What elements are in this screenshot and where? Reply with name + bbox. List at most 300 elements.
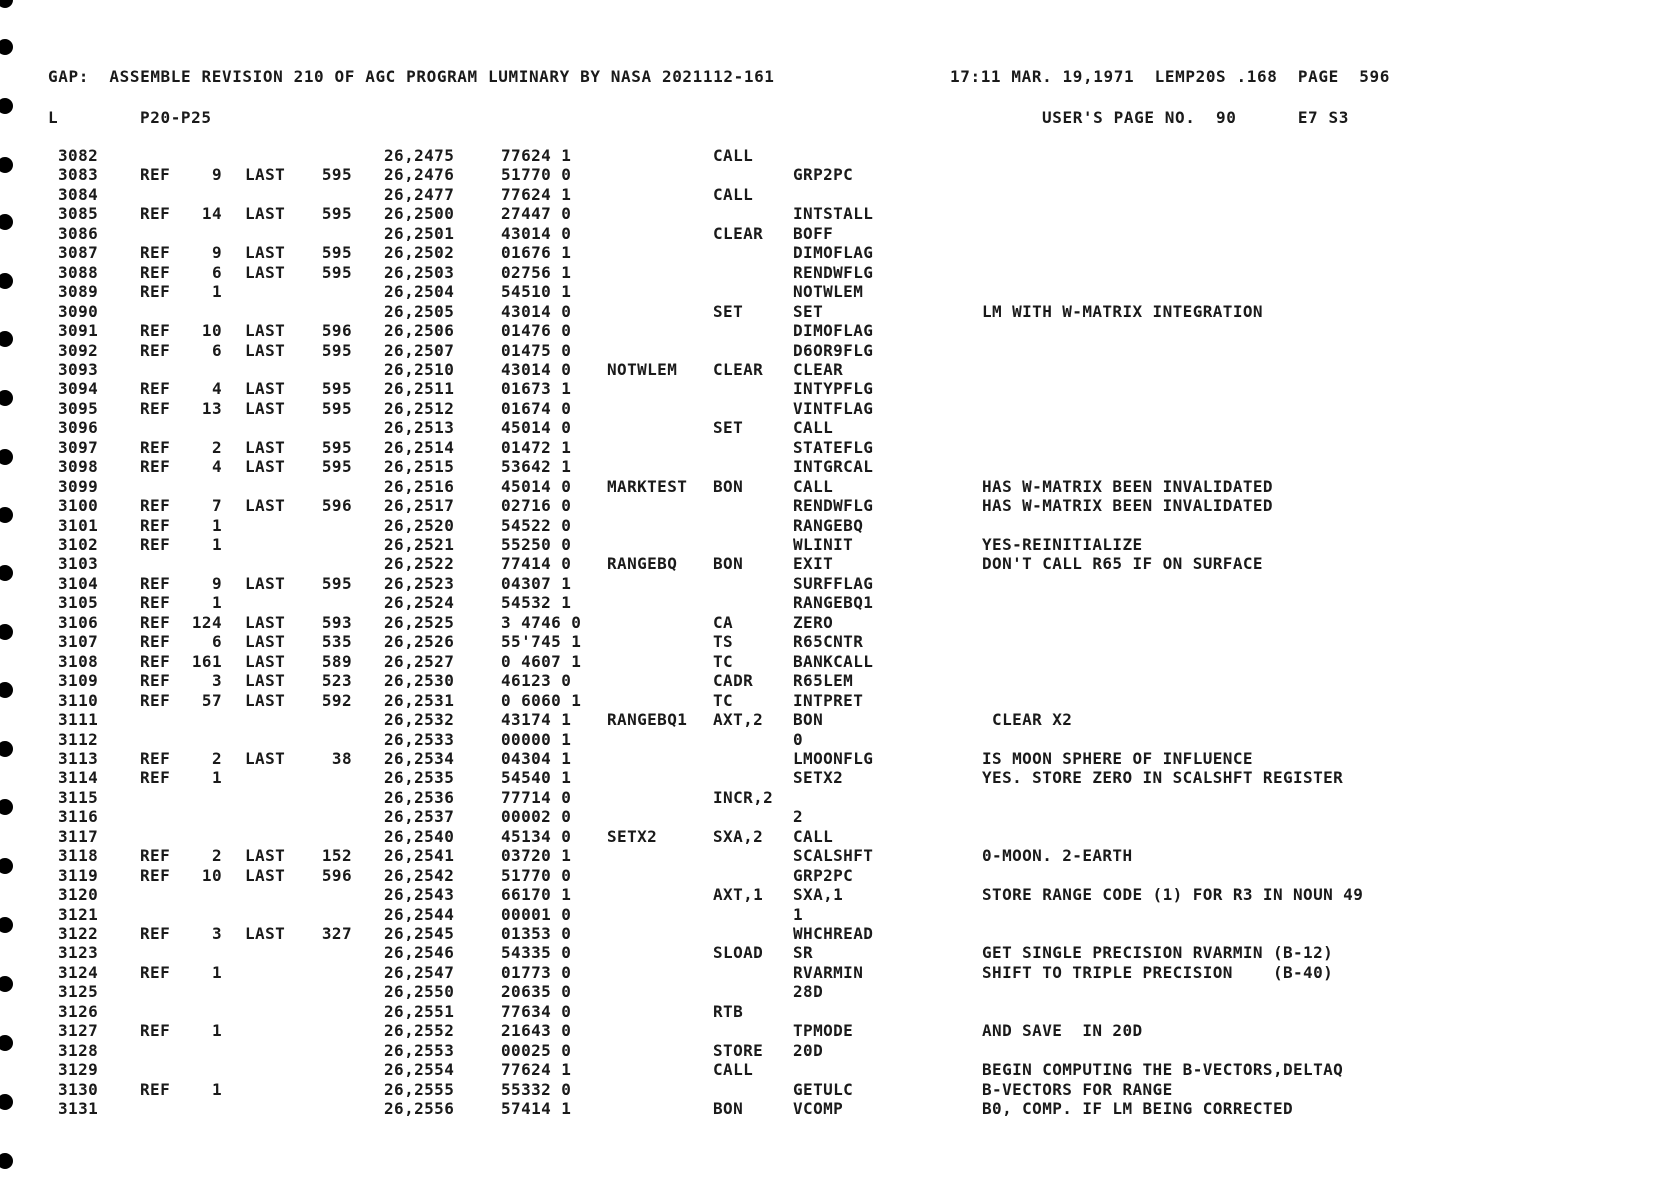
line-number: 3125: [58, 982, 99, 1002]
last-keyword: LAST: [245, 846, 286, 866]
ref-keyword: REF: [140, 340, 171, 360]
ref-count: 1: [211, 535, 222, 554]
line-number: 3107: [58, 632, 99, 652]
last-keyword: LAST: [245, 398, 286, 418]
line-number: 3129: [58, 1060, 99, 1080]
last-keyword: LAST: [245, 340, 286, 360]
line-number: 3085: [58, 204, 99, 224]
operand: 20D: [793, 1040, 824, 1060]
ref-keyword: REF: [140, 437, 171, 457]
octal-word: 51770 0: [501, 865, 572, 885]
listing-row: [0, 866, 1660, 885]
operand: GRP2PC: [793, 165, 854, 185]
octal-word: 77624 1: [501, 146, 572, 165]
ref-count: 13: [201, 398, 222, 418]
ref-keyword: REF: [140, 204, 171, 224]
ref-keyword: REF: [140, 768, 171, 788]
listing-row: [0, 165, 1660, 184]
octal-word: 45014 0: [501, 476, 572, 496]
line-number: 3110: [58, 690, 99, 710]
address: 26,2477: [384, 184, 455, 204]
line-number: 3128: [58, 1040, 99, 1060]
ref-count: 57: [201, 690, 222, 710]
last-page: 595: [321, 379, 352, 399]
opcode: BON: [713, 1099, 744, 1119]
octal-word: 3 4746 0: [501, 612, 582, 632]
address: 26,2511: [384, 379, 455, 399]
address: 26,2505: [384, 301, 455, 321]
last-keyword: LAST: [245, 671, 286, 691]
ref-count: 2: [211, 846, 222, 866]
ref-count: 2: [211, 437, 222, 457]
line-number: 3103: [58, 554, 99, 574]
line-number: 3102: [58, 535, 99, 554]
operand: BOFF: [793, 223, 834, 243]
ref-count: 6: [211, 632, 222, 652]
comment: DON'T CALL R65 IF ON SURFACE: [982, 554, 1263, 574]
address: 26,2550: [384, 982, 455, 1002]
address: 26,2530: [384, 671, 455, 691]
operand: STATEFLG: [793, 437, 874, 457]
listing-row: [0, 730, 1660, 749]
octal-word: 57414 1: [501, 1099, 572, 1119]
comment: CLEAR X2: [982, 710, 1073, 730]
listing-row: [0, 263, 1660, 282]
ref-keyword: REF: [140, 282, 171, 302]
operand: R65LEM: [793, 671, 854, 691]
operand: SCALSHFT: [793, 846, 874, 866]
listing-row: [0, 652, 1660, 671]
last-keyword: LAST: [245, 573, 286, 593]
listing-row: [0, 243, 1660, 262]
header-title: GAP: ASSEMBLE REVISION 210 OF AGC PROGRAM LUMINARY BY NASA 2021112-161: [48, 67, 775, 86]
listing-row: [0, 671, 1660, 690]
address: 26,2544: [384, 904, 455, 924]
octal-word: 02756 1: [501, 262, 572, 282]
address: 26,2525: [384, 612, 455, 632]
line-number: 3099: [58, 476, 99, 496]
line-number: 3126: [58, 1001, 99, 1021]
address: 26,2475: [384, 146, 455, 165]
octal-word: 53642 1: [501, 457, 572, 477]
listing-row: [0, 905, 1660, 924]
listing-row: [0, 827, 1660, 846]
octal-word: 43174 1: [501, 710, 572, 730]
listing-row: [0, 516, 1660, 535]
last-keyword: LAST: [245, 748, 286, 768]
operand: LMOONFLG: [793, 748, 874, 768]
operand: SXA,1: [793, 885, 844, 905]
listing-row: [0, 379, 1660, 398]
listing-row: [0, 1021, 1660, 1040]
operand: BON: [793, 710, 824, 730]
octal-word: 04307 1: [501, 573, 572, 593]
address: 26,2526: [384, 632, 455, 652]
address: 26,2556: [384, 1099, 455, 1119]
line-number: 3088: [58, 262, 99, 282]
octal-word: 03720 1: [501, 846, 572, 866]
line-number: 3127: [58, 1021, 99, 1041]
opcode: CALL: [713, 1060, 754, 1080]
listing-row: [0, 321, 1660, 340]
ref-keyword: REF: [140, 593, 171, 613]
ref-keyword: REF: [140, 496, 171, 516]
last-keyword: LAST: [245, 204, 286, 224]
last-keyword: LAST: [245, 321, 286, 341]
address: 26,2534: [384, 748, 455, 768]
ref-keyword: REF: [140, 379, 171, 399]
operand: EXIT: [793, 554, 834, 574]
octal-word: 54532 1: [501, 593, 572, 613]
header-mark: L: [48, 108, 59, 127]
ref-count: 1: [211, 593, 222, 613]
ref-keyword: REF: [140, 1079, 171, 1099]
opcode: CA: [713, 612, 734, 632]
last-page: 595: [321, 165, 352, 185]
ref-count: 10: [201, 865, 222, 885]
address: 26,2504: [384, 282, 455, 302]
octal-word: 55'745 1: [501, 632, 582, 652]
ref-keyword: REF: [140, 573, 171, 593]
header-timestamp: 17:11 MAR. 19,1971 LEMP20S .168 PAGE 596: [950, 67, 1391, 86]
address: 26,2532: [384, 710, 455, 730]
operand: BANKCALL: [793, 651, 874, 671]
listing-row: [0, 768, 1660, 787]
address: 26,2547: [384, 962, 455, 982]
address: 26,2545: [384, 924, 455, 943]
ref-keyword: REF: [140, 671, 171, 691]
ref-count: 1: [211, 768, 222, 788]
line-number: 3094: [58, 379, 99, 399]
octal-word: 45014 0: [501, 418, 572, 438]
line-number: 3100: [58, 496, 99, 516]
opcode: TS: [713, 632, 734, 652]
listing-row: [0, 943, 1660, 962]
operand: WLINIT: [793, 535, 854, 554]
octal-word: 01475 0: [501, 340, 572, 360]
symbol-label: RANGEBQ1: [607, 710, 688, 730]
operand: DIMOFLAG: [793, 321, 874, 341]
opcode: SXA,2: [713, 826, 764, 846]
address: 26,2523: [384, 573, 455, 593]
ref-count: 3: [211, 671, 222, 691]
listing-row: [0, 224, 1660, 243]
listing-row: [0, 1099, 1660, 1118]
operand: INTGRCAL: [793, 457, 874, 477]
address: 26,2515: [384, 457, 455, 477]
listing-row: [0, 554, 1660, 573]
octal-word: 00025 0: [501, 1040, 572, 1060]
line-number: 3096: [58, 418, 99, 438]
address: 26,2513: [384, 418, 455, 438]
opcode: CLEAR: [713, 359, 764, 379]
octal-word: 77624 1: [501, 1060, 572, 1080]
address: 26,2517: [384, 496, 455, 516]
ref-keyword: REF: [140, 865, 171, 885]
operand: 1: [793, 904, 804, 924]
ref-keyword: REF: [140, 165, 171, 185]
opcode: BON: [713, 554, 744, 574]
address: 26,2535: [384, 768, 455, 788]
header-section: P20-P25: [140, 108, 212, 127]
operand: INTPRET: [793, 690, 864, 710]
comment: AND SAVE IN 20D: [982, 1021, 1143, 1041]
listing-row: [0, 204, 1660, 223]
operand: CLEAR: [793, 359, 844, 379]
line-number: 3120: [58, 885, 99, 905]
address: 26,2514: [384, 437, 455, 457]
ref-count: 4: [211, 457, 222, 477]
listing-row: [0, 1041, 1660, 1060]
listing-row: [0, 477, 1660, 496]
operand: INTYPFLG: [793, 379, 874, 399]
opcode: SET: [713, 418, 744, 438]
ref-keyword: REF: [140, 924, 171, 943]
last-page: 152: [321, 846, 352, 866]
last-page: 595: [321, 457, 352, 477]
listing-row: [0, 846, 1660, 865]
listing-row: [0, 613, 1660, 632]
operand: SETX2: [793, 768, 844, 788]
symbol-label: SETX2: [607, 826, 658, 846]
line-number: 3123: [58, 943, 99, 963]
opcode: TC: [713, 651, 734, 671]
line-number: 3131: [58, 1099, 99, 1119]
line-number: 3089: [58, 282, 99, 302]
octal-word: 55250 0: [501, 535, 572, 554]
octal-word: 43014 0: [501, 301, 572, 321]
ref-count: 1: [211, 282, 222, 302]
address: 26,2554: [384, 1060, 455, 1080]
listing-row: [0, 438, 1660, 457]
operand: GETULC: [793, 1079, 854, 1099]
operand: RENDWFLG: [793, 496, 874, 516]
operand: RVARMIN: [793, 962, 864, 982]
last-page: 595: [321, 437, 352, 457]
comment: HAS W-MATRIX BEEN INVALIDATED: [982, 496, 1273, 516]
operand: 28D: [793, 982, 824, 1002]
address: 26,2533: [384, 729, 455, 749]
listing-row: [0, 632, 1660, 651]
listing-row: [0, 418, 1660, 437]
ref-keyword: REF: [140, 262, 171, 282]
octal-word: 77714 0: [501, 787, 572, 807]
comment: IS MOON SPHERE OF INFLUENCE: [982, 748, 1253, 768]
operand: D6OR9FLG: [793, 340, 874, 360]
line-number: 3109: [58, 671, 99, 691]
opcode: SLOAD: [713, 943, 764, 963]
ref-count: 1: [211, 962, 222, 982]
address: 26,2541: [384, 846, 455, 866]
last-page: 535: [321, 632, 352, 652]
octal-word: 00002 0: [501, 807, 572, 827]
line-number: 3122: [58, 924, 99, 943]
last-keyword: LAST: [245, 165, 286, 185]
symbol-label: RANGEBQ: [607, 554, 678, 574]
line-number: 3105: [58, 593, 99, 613]
octal-word: 04304 1: [501, 748, 572, 768]
line-number: 3097: [58, 437, 99, 457]
last-keyword: LAST: [245, 924, 286, 943]
ref-keyword: REF: [140, 1021, 171, 1041]
ref-count: 1: [211, 1021, 222, 1041]
comment: B0, COMP. IF LM BEING CORRECTED: [982, 1099, 1294, 1119]
operand: 2: [793, 807, 804, 827]
octal-word: 01773 0: [501, 962, 572, 982]
octal-word: 66170 1: [501, 885, 572, 905]
line-number: 3113: [58, 748, 99, 768]
comment: LM WITH W-MATRIX INTEGRATION: [982, 301, 1263, 321]
ref-keyword: REF: [140, 321, 171, 341]
line-number: 3083: [58, 165, 99, 185]
octal-word: 43014 0: [501, 223, 572, 243]
last-page: 595: [321, 262, 352, 282]
ref-keyword: REF: [140, 651, 171, 671]
address: 26,2500: [384, 204, 455, 224]
octal-word: 02716 0: [501, 496, 572, 516]
opcode: CALL: [713, 146, 754, 165]
ref-count: 9: [211, 573, 222, 593]
last-keyword: LAST: [245, 690, 286, 710]
address: 26,2506: [384, 321, 455, 341]
operand: 0: [793, 729, 804, 749]
line-number: 3086: [58, 223, 99, 243]
line-number: 3095: [58, 398, 99, 418]
octal-word: 54510 1: [501, 282, 572, 302]
ref-count: 4: [211, 379, 222, 399]
address: 26,2540: [384, 826, 455, 846]
ref-count: 6: [211, 262, 222, 282]
ref-count: 1: [211, 1079, 222, 1099]
line-number: 3098: [58, 457, 99, 477]
ref-keyword: REF: [140, 612, 171, 632]
listing-row: [0, 788, 1660, 807]
comment: SHIFT TO TRIPLE PRECISION (B-40): [982, 962, 1334, 982]
listing-row: [0, 924, 1660, 943]
address: 26,2546: [384, 943, 455, 963]
last-page: 595: [321, 243, 352, 263]
operand: RANGEBQ: [793, 515, 864, 535]
ref-count: 10: [201, 321, 222, 341]
last-keyword: LAST: [245, 612, 286, 632]
listing-row: [0, 282, 1660, 301]
address: 26,2522: [384, 554, 455, 574]
address: 26,2552: [384, 1021, 455, 1041]
address: 26,2476: [384, 165, 455, 185]
operand: DIMOFLAG: [793, 243, 874, 263]
line-number: 3101: [58, 515, 99, 535]
last-page: 595: [321, 398, 352, 418]
last-page: 595: [321, 340, 352, 360]
ref-keyword: REF: [140, 690, 171, 710]
address: 26,2531: [384, 690, 455, 710]
listing-row: [0, 574, 1660, 593]
address: 26,2536: [384, 787, 455, 807]
line-number: 3124: [58, 962, 99, 982]
ref-keyword: REF: [140, 515, 171, 535]
listing-row: [0, 1080, 1660, 1099]
address: 26,2553: [384, 1040, 455, 1060]
octal-word: 00001 0: [501, 904, 572, 924]
octal-word: 77414 0: [501, 554, 572, 574]
last-page: 589: [321, 651, 352, 671]
octal-word: 0 4607 1: [501, 651, 582, 671]
ref-keyword: REF: [140, 632, 171, 652]
last-keyword: LAST: [245, 243, 286, 263]
listing-row: [0, 691, 1660, 710]
ref-keyword: REF: [140, 457, 171, 477]
octal-word: 0 6060 1: [501, 690, 582, 710]
address: 26,2555: [384, 1079, 455, 1099]
octal-word: 54540 1: [501, 768, 572, 788]
octal-word: 21643 0: [501, 1021, 572, 1041]
line-number: 3130: [58, 1079, 99, 1099]
operand: INTSTALL: [793, 204, 874, 224]
line-number: 3084: [58, 184, 99, 204]
line-number: 3119: [58, 865, 99, 885]
line-number: 3104: [58, 573, 99, 593]
ref-count: 6: [211, 340, 222, 360]
address: 26,2503: [384, 262, 455, 282]
listing-row: [0, 457, 1660, 476]
address: 26,2510: [384, 359, 455, 379]
opcode: CADR: [713, 671, 754, 691]
comment: B-VECTORS FOR RANGE: [982, 1079, 1173, 1099]
line-number: 3092: [58, 340, 99, 360]
address: 26,2527: [384, 651, 455, 671]
last-page: 592: [321, 690, 352, 710]
listing-row: [0, 360, 1660, 379]
address: 26,2512: [384, 398, 455, 418]
listing-row: [0, 496, 1660, 515]
last-page: 596: [321, 865, 352, 885]
octal-word: 00000 1: [501, 729, 572, 749]
operand: TPMODE: [793, 1021, 854, 1041]
ref-count: 3: [211, 924, 222, 943]
opcode: INCR,2: [713, 787, 774, 807]
opcode: AXT,2: [713, 710, 764, 730]
last-page: 523: [321, 671, 352, 691]
ref-count: 7: [211, 496, 222, 516]
ref-count: 14: [201, 204, 222, 224]
operand: GRP2PC: [793, 865, 854, 885]
listing-row: [0, 535, 1660, 554]
octal-word: 54335 0: [501, 943, 572, 963]
octal-word: 77634 0: [501, 1001, 572, 1021]
ref-keyword: REF: [140, 535, 171, 554]
octal-word: 01674 0: [501, 398, 572, 418]
listing-row: [0, 341, 1660, 360]
ref-keyword: REF: [140, 846, 171, 866]
comment: STORE RANGE CODE (1) FOR R3 IN NOUN 49: [982, 885, 1364, 905]
ref-keyword: REF: [140, 243, 171, 263]
line-number: 3093: [58, 359, 99, 379]
symbol-label: MARKTEST: [607, 476, 688, 496]
listing-row: [0, 593, 1660, 612]
last-keyword: LAST: [245, 437, 286, 457]
octal-word: 01353 0: [501, 924, 572, 943]
operand: R65CNTR: [793, 632, 864, 652]
line-number: 3114: [58, 768, 99, 788]
address: 26,2537: [384, 807, 455, 827]
listing-row: [0, 1060, 1660, 1079]
octal-word: 54522 0: [501, 515, 572, 535]
last-page: 593: [321, 612, 352, 632]
last-page: 596: [321, 321, 352, 341]
line-number: 3108: [58, 651, 99, 671]
last-keyword: LAST: [245, 496, 286, 516]
comment: YES. STORE ZERO IN SCALSHFT REGISTER: [982, 768, 1344, 788]
